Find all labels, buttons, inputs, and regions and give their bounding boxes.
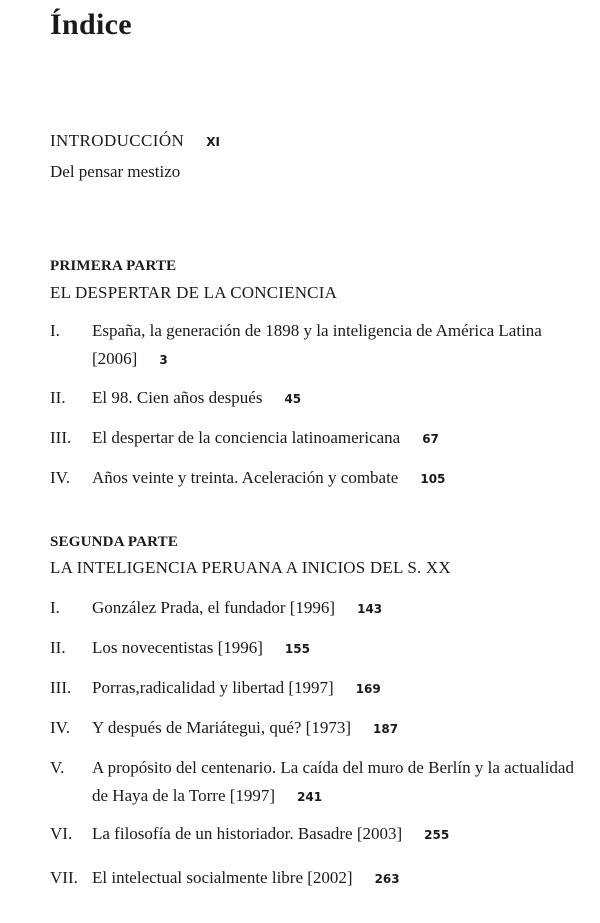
entry-title: España, la generación de 1898 y la inteligencia de América Latina [2006] bbox=[92, 321, 542, 368]
entry-page-number: 255 bbox=[424, 828, 450, 842]
entry-page-number: 143 bbox=[357, 602, 383, 616]
entry-title: Años veinte y treinta. Aceleración y combate bbox=[92, 468, 399, 487]
entry-number: IV. bbox=[50, 718, 70, 737]
entry-title: Los novecentistas [1996] bbox=[92, 638, 263, 657]
part-heading-2: SEGUNDA PARTE bbox=[50, 534, 179, 550]
toc-entry bbox=[50, 754, 590, 811]
toc-entry bbox=[50, 317, 590, 374]
entry-number: III. bbox=[50, 428, 72, 447]
part-title-1: EL DESPERTAR DE LA CONCIENCIA bbox=[50, 283, 338, 302]
entry-number: I. bbox=[50, 321, 60, 340]
part-heading-1: PRIMERA PARTE bbox=[50, 258, 177, 274]
toc-entry bbox=[50, 674, 590, 703]
page-title: Índice bbox=[50, 8, 132, 41]
entry-title: Porras,radicalidad y libertad [1997] bbox=[92, 678, 334, 697]
introduction-page-number: XI bbox=[206, 135, 220, 149]
toc-entry bbox=[50, 820, 590, 849]
entry-page-number: 3 bbox=[159, 353, 168, 367]
toc-entry bbox=[50, 594, 590, 623]
entry-page-number: 45 bbox=[284, 392, 302, 406]
entry-page-number: 105 bbox=[420, 472, 446, 486]
entry-title: El despertar de la conciencia latinoamericana bbox=[92, 428, 401, 447]
entry-number: IV. bbox=[50, 468, 70, 487]
introduction-subtitle: Del pensar mestizo bbox=[50, 162, 181, 181]
introduction-entry bbox=[50, 131, 220, 181]
entry-page-number: 155 bbox=[284, 642, 310, 656]
entry-number: I. bbox=[50, 598, 60, 617]
entry-number: VII. bbox=[50, 868, 78, 887]
toc-entry bbox=[50, 714, 590, 743]
toc-entry bbox=[50, 634, 590, 663]
toc-entry bbox=[50, 464, 590, 493]
entry-page-number: 67 bbox=[422, 432, 439, 446]
toc-entry bbox=[50, 384, 590, 413]
introduction-label: INTRODUCCIÓN bbox=[50, 131, 185, 150]
entry-title: La filosofía de un historiador. Basadre [2003] bbox=[92, 824, 403, 843]
entry-number: II. bbox=[50, 388, 66, 407]
entry-page-number: 263 bbox=[374, 872, 400, 886]
toc-entry bbox=[50, 864, 590, 893]
entry-number: V. bbox=[50, 758, 65, 777]
entry-number: VI. bbox=[50, 824, 73, 843]
entry-title: El 98. Cien años después bbox=[92, 388, 263, 407]
entry-number: III. bbox=[50, 678, 72, 697]
entry-number: II. bbox=[50, 638, 66, 657]
entry-page-number: 187 bbox=[373, 722, 399, 736]
entry-title: Y después de Mariátegui, qué? [1973] bbox=[92, 718, 352, 737]
entry-title: González Prada, el fundador [1996] bbox=[92, 598, 336, 617]
entry-page-number: 241 bbox=[297, 790, 323, 804]
entry-title: A propósito del centenario. La caída del muro de Berlín y la actualidad de Haya de la Torre [1997] bbox=[92, 758, 574, 805]
entry-title: El intelectual socialmente libre [2002] bbox=[92, 868, 353, 887]
entry-page-number: 169 bbox=[355, 682, 381, 696]
part-title-2: LA INTELIGENCIA PERUANA A INICIOS DEL S. XX bbox=[50, 558, 451, 577]
toc-entry bbox=[50, 424, 590, 453]
